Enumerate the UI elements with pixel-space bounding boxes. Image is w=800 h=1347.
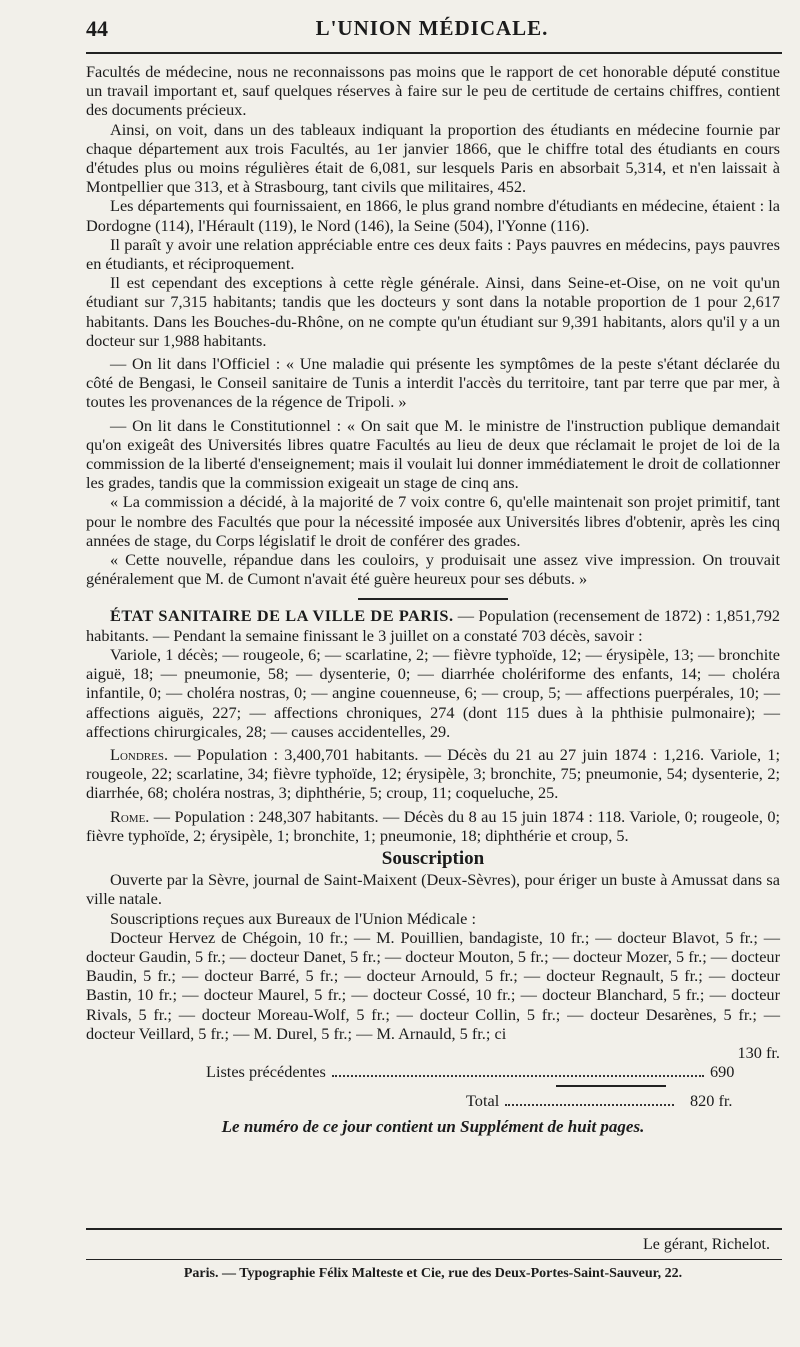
- page-number: 44: [86, 16, 108, 41]
- londres-label: Londres.: [110, 744, 169, 764]
- list-amount: 130 fr.: [737, 1042, 780, 1062]
- total-row: [86, 1091, 780, 1110]
- etat-intro-text: — Population (recensement de 1872) : 1,851,792 habitants. — Pendant la semaine finissant le 3 juillet on a constaté 703 décès, savoir :: [86, 606, 781, 645]
- souscription-receipts: Souscriptions reçues aux Bureaux de l'Union Médicale :: [110, 908, 477, 928]
- etat-heading: ÉTAT SANITAIRE DE LA VILLE DE PARIS.: [110, 606, 454, 626]
- header-rule: [86, 52, 782, 54]
- paragraph: Il paraît y avoir une relation appréciable entre ces deux faits : Pays pauvres en médecins, pays pauvres en étudiants, et réciproquement.: [86, 234, 780, 274]
- footer-rule: [86, 1228, 782, 1230]
- total-label: Total: [466, 1091, 500, 1111]
- paragraph: « Cette nouvelle, répandue dans les couloirs, y produisait une assez vive impression. On trouvait généralement que M. de Cumont n'avait été guère heureux pour ses débuts. »: [86, 550, 780, 589]
- previous-lists-label: Listes précédentes: [206, 1062, 326, 1082]
- previous-lists-amount: 690: [710, 1062, 735, 1082]
- dot-leader: [332, 1075, 704, 1077]
- imprint-rule: [86, 1259, 782, 1260]
- section-divider: [358, 598, 508, 600]
- running-header: [86, 14, 778, 44]
- paragraph: Les départements qui fournissaient, en 1866, le plus grand nombre d'étudiants en médecine, étaient : la Dordogne (114), l'Hérault (119), le Nord (146), la Seine (504), l'Yonne (116).: [86, 196, 780, 235]
- supplement-notice: Le numéro de ce jour contient un Supplément de huit pages.: [221, 1116, 645, 1136]
- rome-stats: [86, 807, 780, 845]
- sum-rule: [556, 1085, 666, 1087]
- etat-sanitaire-intro: [86, 606, 780, 644]
- londres-stats: [86, 745, 780, 803]
- rome-label: Rome.: [110, 806, 150, 826]
- main-text-column: [86, 62, 780, 1136]
- running-title: L'UNION MÉDICALE.: [315, 16, 549, 40]
- rome-text: — Population : 248,307 habitants. — Décès du 8 au 15 juin 1874 : 118. Variole, 0; rougeole, 0; fièvre typhoïde, 2; érysipèle, 1; bronchite, 1; pneumonie, 18; diphthérie et croup, 5.: [86, 806, 780, 845]
- souscription-intro: Ouverte par la Sèvre, journal de Saint-Maixent (Deux-Sèvres), pour ériger un buste à Amussat dans sa ville natale.: [86, 870, 780, 909]
- printer-imprint: Paris. — Typographie Félix Malteste et Cie, rue des Deux-Portes-Saint-Sauveur, 22.: [183, 1266, 683, 1281]
- paris-causes: Variole, 1 décès; — rougeole, 6; — scarlatine, 2; — fièvre typhoïde, 12; — érysipèle, 13; — bronchite aiguë, 18; — pneumonie, 58; — dysenterie, 0; — diarrhée cholériforme des enfants, 14; — choléra infantile, 0; — choléra nostras, 0; — angine couenneuse, 6; — croup, 5; — affections puerpérales, 10; — affections aiguës, 227; — affections chroniques, 274 (dont 115 dues à la phthisie pulmonaire); — affections chirurgicales, 28; — causes accidentelles, 29.: [86, 644, 780, 741]
- paragraph: Ainsi, on voit, dans un des tableaux indiquant la proportion des étudiants en médecine fournie par chaque département aux trois Facultés, au 1er janvier 1866, que le chiffre total des étudiants en cours d'études plus ou moins régulières était de 6,081, sur lesquels Paris en absorbait 5,314, et n'en laissait à Montpellier que 313, et à Strasbourg, tant civils que militaires, 452.: [86, 119, 780, 197]
- paragraph: Facultés de médecine, nous ne reconnaissons pas moins que le rapport de cet honorable député constitue un travail important et, sauf quelques réserves à faire sur le peu de certitude de certains chiffres, contient des documents précieux.: [86, 62, 780, 120]
- dot-leader: [505, 1104, 674, 1106]
- gerant-signature: Le gérant, Richelot.: [642, 1236, 770, 1253]
- londres-text: — Population : 3,400,701 habitants. — Décès du 21 au 27 juin 1874 : 1,216. Variole, 1; rougeole, 22; scarlatine, 34; fièvre typhoïde, 12; érysipèle, 3; bronchite, 75; pneumonie, 54; dysenterie, 2; diarrhée, 68; choléra nostras, 3; diphthérie, 5; croup, 11; coqueluche, 25.: [86, 744, 780, 803]
- paragraph: — On lit dans le Constitutionnel : « On sait que M. le ministre de l'instruction publique demandait qu'on exigeât des Universités libres quatre Facultés au lieu de deux que réclamait le projet de loi de la commission de la liberté d'enseignement; mais il voulait lui donner immédiatement le droit de collationner les grades, tandis que la commission exigeait un stage de cinq ans.: [86, 415, 780, 493]
- souscription-list: Docteur Hervez de Chégoin, 10 fr.; — M. Pouillien, bandagiste, 10 fr.; — docteur Blavot, 5 fr.; — docteur Gaudin, 5 fr.; — docteur Danet, 5 fr.; — docteur Mouton, 5 fr.; — docteur Mozer, 5 fr.; — docteur Baudin, 5 fr.; — docteur Barré, 5 fr.; — docteur Arnould, 5 fr.; — docteur Regnault, 5 fr.; — docteur Bastin, 10 fr.; — docteur Maurel, 5 fr.; — docteur Cossé, 10 fr.; — docteur Blanchard, 5 fr.; — docteur Rivals, 5 fr.; — docteur Moreau-Wolf, 5 fr.; — docteur Collin, 5 fr.; — docteur Desarènes, 5 fr.; — docteur Veillard, 5 fr.; — M. Durel, 5 fr.; — M. Arnauld, 5 fr.; ci: [86, 927, 780, 1043]
- total-amount: 820 fr.: [690, 1091, 733, 1111]
- paragraph: Il est cependant des exceptions à cette règle générale. Ainsi, dans Seine-et-Oise, on ne voit qu'un étudiant sur 7,315 habitants; tandis que les docteurs y sont dans la notable proportion de 1 pour 2,617 habitants. Dans les Bouches-du-Rhône, on ne compte qu'un étudiant sur 9,391 habitants, alors qu'il y a un docteur sur 1,988 habitants.: [86, 273, 780, 350]
- paragraph: « La commission a décidé, à la majorité de 7 voix contre 6, qu'elle maintenait son projet primitif, tant pour le nombre des Facultés que pour la nécessité imposée aux Universités libres d'obtenir, après les cinq années de stage, du Corps législatif le droit de conférer des grades.: [86, 492, 780, 550]
- previous-lists-row: [86, 1062, 780, 1081]
- paragraph: — On lit dans l'Officiel : « Une maladie qui présente les symptômes de la peste s'étant déclarée du côté de Bengasi, le Conseil sanitaire de Tunis a interdit l'accès du territoire, tant par terre que par mer, à toutes les provenances de la régence de Tripoli. »: [86, 354, 780, 412]
- souscription-title: Souscription: [381, 847, 485, 869]
